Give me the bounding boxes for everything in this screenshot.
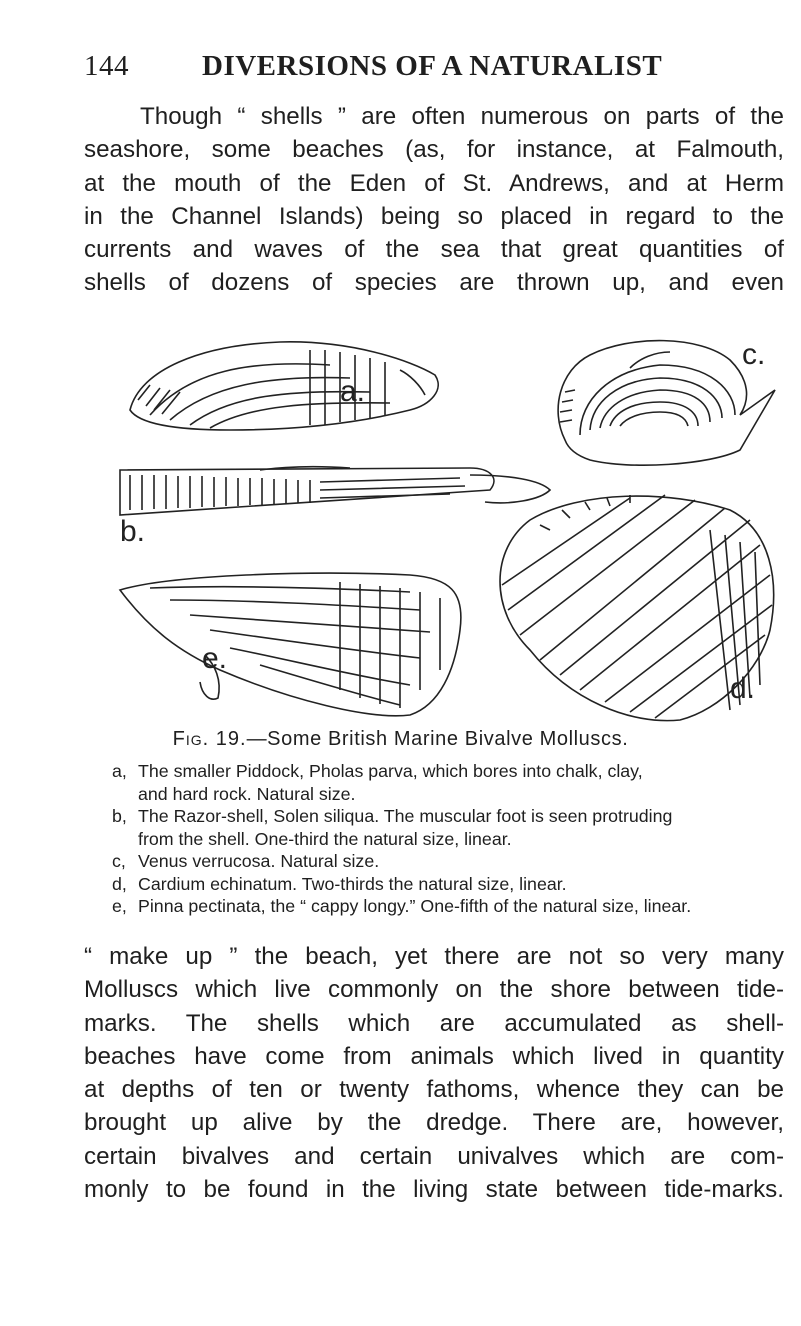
text-line: at the mouth of the Eden of St. Andrews, and at Herm — [84, 169, 784, 197]
legend-item-e — [112, 895, 782, 918]
figure-label-c: c. — [742, 338, 766, 371]
paragraph-bottom — [84, 940, 784, 1206]
legend-text: Venus verrucosa. Natural size. — [138, 851, 380, 871]
figure-label-b: b. — [120, 515, 146, 548]
figure-label-e: e. — [202, 642, 228, 675]
legend-item-b — [112, 805, 782, 850]
text-line: currents and waves of the sea that great quantities of — [84, 236, 784, 264]
text-line: Molluscs which live commonly on the shore between tide- — [84, 976, 784, 1004]
text-line: monly to be found in the living state between tide-marks. — [84, 1176, 784, 1204]
text-line: at depths of ten or twenty fathoms, whence they can be — [84, 1076, 784, 1104]
shell-illustration — [110, 330, 780, 725]
text-line: certain bivalves and certain univalves which are com- — [84, 1142, 784, 1170]
legend-letter: b, — [112, 806, 127, 826]
legend-text: Pinna pectinata, the “ cappy longy.” One-fifth of the natural size, linear. — [138, 896, 692, 916]
legend-letter: a, — [112, 761, 127, 781]
figure-legend — [112, 760, 782, 918]
text-line: brought up alive by the dredge. There are, however, — [84, 1109, 784, 1137]
text-line: seashore, some beaches (as, for instance, at Falmouth, — [84, 136, 784, 164]
pinna-shell-drawing — [120, 573, 461, 716]
legend-letter: c, — [112, 851, 126, 871]
text-line: Though “ shells ” are often numerous on parts of the — [140, 103, 784, 130]
text-line: shells of dozens of species are thrown up, and even — [84, 269, 784, 297]
running-title: DIVERSIONS OF A NATURALIST — [202, 50, 663, 82]
legend-text-continued: and hard rock. Natural size. — [138, 783, 356, 804]
legend-item-d — [112, 873, 782, 896]
legend-text-continued: from the shell. One-third the natural size, linear. — [138, 828, 512, 849]
legend-item-c — [112, 850, 782, 873]
legend-text: Cardium echinatum. Two-thirds the natural size, linear. — [138, 873, 567, 894]
text-line: marks. The shells which are accumulated as shell- — [84, 1009, 784, 1037]
text-line: in the Channel Islands) being so placed in regard to the — [84, 202, 784, 230]
figure-label-d: d. — [730, 672, 756, 705]
page-number: 144 — [84, 50, 129, 82]
legend-text: The Razor-shell, Solen siliqua. The muscular foot is seen protruding — [138, 806, 673, 826]
figure-label-a: a. — [340, 375, 366, 408]
figure-number: Fig. 19. — [172, 728, 247, 750]
figure-title: —Some British Marine Bivalve Molluscs. — [246, 728, 629, 750]
razor-shell-drawing — [120, 467, 550, 515]
figure-caption — [0, 728, 801, 751]
legend-letter: d, — [112, 873, 127, 894]
legend-text: The smaller Piddock, Pholas parva, which bores into chalk, clay, — [138, 761, 643, 781]
legend-letter: e, — [112, 896, 127, 916]
piddock-shell-drawing — [130, 342, 438, 430]
text-line: beaches have come from animals which lived in quantity — [84, 1042, 784, 1070]
legend-item-a — [112, 760, 782, 805]
text-line: “ make up ” the beach, yet there are not so very many — [84, 943, 784, 970]
paragraph-top — [84, 100, 784, 300]
